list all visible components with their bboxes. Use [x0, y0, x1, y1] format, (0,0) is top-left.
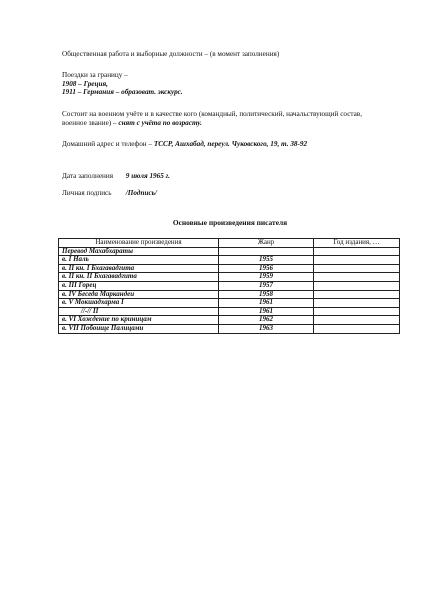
works-header-row: [59, 239, 400, 248]
address-value: ТССР, Ашхабад, переул. Чуковского, 19, т. 38-92: [153, 140, 308, 148]
military-section: [62, 110, 362, 127]
work-title: Перевод Махабхараты: [59, 247, 219, 256]
trip-entry: 1908 – Греция,: [62, 79, 108, 88]
fill-date-label: Дата заполнения: [62, 172, 114, 180]
work-title: в. I Наль: [59, 256, 219, 265]
address-label: Домашний адрес и телефон –: [62, 140, 153, 148]
military-answer: снят с учёта по возрасту.: [118, 118, 202, 127]
fill-date-row: [62, 172, 382, 181]
address-line: [62, 140, 382, 149]
table-row: [59, 307, 400, 316]
work-genre: 1958: [219, 290, 314, 299]
military-question: Состоит на военном учёте и в качестве кого (командный, политический, начальствующий состав, военное звание) –: [62, 110, 362, 127]
table-row: [59, 256, 400, 265]
work-year: [314, 324, 400, 333]
work-year: [314, 264, 400, 273]
work-genre: 1959: [219, 273, 314, 282]
work-genre: 1955: [219, 256, 314, 265]
public-work-line: Общественная работа и выборные должности – (в момент заполнения): [62, 50, 280, 58]
work-genre: 1963: [219, 324, 314, 333]
work-genre: [219, 247, 314, 256]
table-row: [59, 316, 400, 325]
signature-value: /Подпись/: [125, 189, 157, 197]
trips-heading: Поездки за границу –: [62, 71, 128, 79]
work-title: в. V Мокшадхарма I: [59, 299, 219, 308]
work-title: в. VI Хождение по криницам: [59, 316, 219, 325]
work-genre: 1957: [219, 281, 314, 290]
header-genre: Жанр: [219, 239, 314, 248]
table-row: [59, 247, 400, 256]
works-table: [58, 238, 400, 334]
work-year: [314, 247, 400, 256]
table-row: [59, 299, 400, 308]
work-title: в. II кн. I Бхагавадгита: [59, 264, 219, 273]
work-title: //-// II: [59, 307, 219, 316]
work-title: в. III Горец: [59, 281, 219, 290]
works-title: Основные произведения писателя: [172, 218, 288, 227]
work-year: [314, 256, 400, 265]
work-year: [314, 299, 400, 308]
work-year: [314, 316, 400, 325]
table-row: [59, 273, 400, 282]
work-title: в. IV Беседа Маркандеи: [59, 290, 219, 299]
work-year: [314, 273, 400, 282]
table-row: [59, 264, 400, 273]
fill-date-value: 9 июля 1965 г.: [125, 172, 170, 180]
table-row: [59, 324, 400, 333]
trips-section: [62, 71, 382, 97]
work-genre: 1961: [219, 299, 314, 308]
signature-label: Личная подпись: [62, 189, 112, 197]
work-year: [314, 307, 400, 316]
header-title: Наименование произведения: [59, 239, 219, 248]
table-row: [59, 281, 400, 290]
trip-entry: 1911 – Германия – образоват. экскурс.: [62, 88, 183, 97]
work-genre: 1962: [219, 316, 314, 325]
work-genre: 1961: [219, 307, 314, 316]
work-title: в. II кн. II Бхагавадгита: [59, 273, 219, 282]
signature-row: [62, 189, 382, 198]
work-year: [314, 290, 400, 299]
work-genre: 1956: [219, 264, 314, 273]
work-title: в. VII Побоище Палицами: [59, 324, 219, 333]
table-row: [59, 290, 400, 299]
header-year: Год издания, …: [314, 239, 400, 248]
work-year: [314, 281, 400, 290]
